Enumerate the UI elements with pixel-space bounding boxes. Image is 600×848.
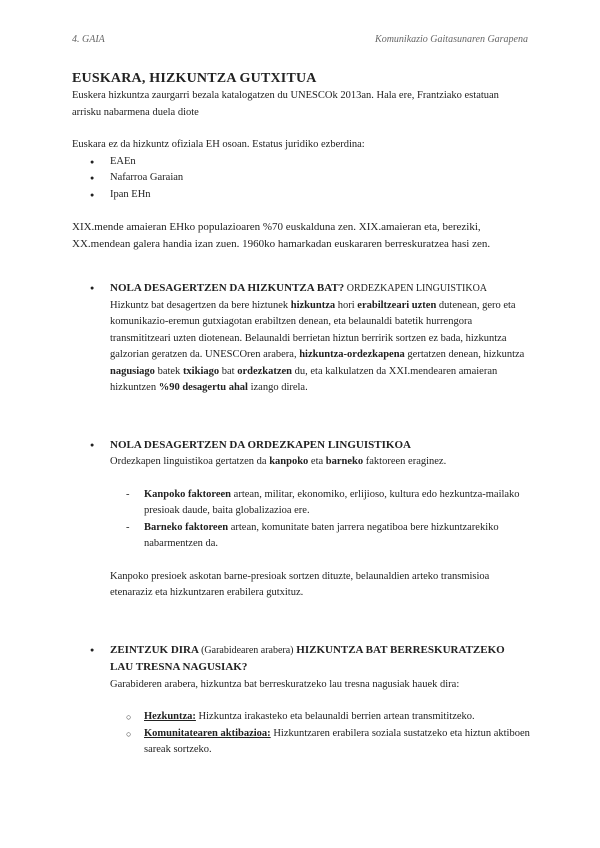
- closing-paragraph: Kanpoko presioek askotan barne-presioak sortzen dituzte, belaunaldien arteko transmisioa etenaraziz eta hizkuntzaren erabilera gutxituz.: [110, 570, 490, 598]
- section-heading: NOLA DESAGERTZEN DA ORDEZKAPEN LINGUISTIKOA: [110, 438, 411, 451]
- list-item: - Kanpoko faktoreen artean, militar, ekonomiko, erlijioso, kultura edo hezkuntza-mailako presioak daude, baita globalizazioa ere.: [144, 487, 530, 520]
- course-label: Komunikazio Gaitasunaren Garapena: [375, 34, 528, 45]
- list-item: ○ Komunitatearen aktibazioa: Hizkuntzaren erabilera soziala sustatzeko eta hiztun aktiboen sareak sortzeko.: [144, 726, 530, 759]
- section-paragraph: Garabideren arabera, hizkuntza bat berreskuratzeko lau tresna nagusiak hauek dira:: [110, 678, 460, 690]
- intro-paragraph: Euskera hizkuntza zaurgarri bezala katalogatzen du UNESCOk 2013an. Hala ere, Frantziako estatuan arrisku nabarmena duela diote: [72, 90, 499, 118]
- chapter-label: 4. GAIA: [72, 34, 105, 45]
- section-heading: NOLA DESAGERTZEN DA HIZKUNTZA BAT?: [110, 282, 345, 294]
- list-item: - Barneko faktoreen artean, komunitate baten jarrera negatiboa bere hizkuntzarekiko nabarmentzen da.: [144, 520, 530, 553]
- status-paragraph: Euskara ez da hizkuntz ofiziala EH osoan. Estatus juridiko ezberdina:: [72, 139, 365, 150]
- section-heading: ZEINTZUK DIRA: [110, 643, 202, 656]
- section-substitution: [72, 437, 530, 471]
- document-title: EUSKARA, HIZKUNTZA GUTXITUA: [72, 71, 317, 86]
- page-header: [72, 34, 528, 45]
- list-item: ● EAEn: [110, 154, 530, 171]
- list-item: ● Ipan EHn: [110, 187, 530, 204]
- bullet-icon: ●: [90, 645, 95, 654]
- section-paragraph: Hizkuntz bat desagertzen da bere hiztunek hizkuntza hori erabiltzeari uzten dutenean, gero eta komunikazio-eremun gutxiagotan erabiltzen denean, eta belaunaldi batetik hurrengora transmititzeari uzten diotenean. Belaunaldi berrietan hiztun berririk sortzen ez bada, hizkuntza galzorian geratzen da. UNESCOren arabera, hizkuntza-ordezkapena gertatzen denean, hizkuntza nagusiago batek txikiago bat ordezkatzen du, eta kalkulatzen da XXI.mendearen amaieran hizkuntzen %90 desagertu ahal izango direla.: [110, 299, 525, 393]
- section-paragraph: Ordezkapen linguistikoa gertatzen da kanpoko eta barneko faktoreen eraginez.: [110, 456, 447, 467]
- list-item: ○ Hezkuntza: Hizkuntza irakasteko eta belaunaldi berrien artean transmititzeko.: [144, 709, 530, 726]
- bullet-icon: ●: [90, 284, 95, 292]
- factors-list: [72, 487, 530, 553]
- history-paragraph: XIX.mende amaieran EHko populazioaren %70 euskalduna zen. XIX.amaieran eta, bereziki, XX.mendean galera handia izan zuen. 1960ko hamarkadan euskararen berreskuratzea hasi zen.: [72, 221, 491, 250]
- section-subheading: ORDEZKAPEN LINGUISTIKOA: [346, 283, 488, 294]
- section-recovery-tools: ● ZEINTZUK DIRA (Garabidearen arabera) HIZKUNTZA BAT BERRESKURATZEKO LAU TRESNA NAGUSIAK? Garabideren arabera, hizkuntza bat berreskuratzeko lau tresna nagusiak hauek dira:: [72, 642, 530, 694]
- bullet-icon: ●: [90, 440, 95, 449]
- list-item: ● Nafarroa Garaian: [110, 170, 530, 187]
- section-subheading: (Garabidearen arabera): [201, 644, 294, 656]
- status-list: [72, 154, 530, 204]
- tools-list: [72, 709, 530, 759]
- section-language-loss: [72, 280, 530, 397]
- document-body: [72, 70, 530, 759]
